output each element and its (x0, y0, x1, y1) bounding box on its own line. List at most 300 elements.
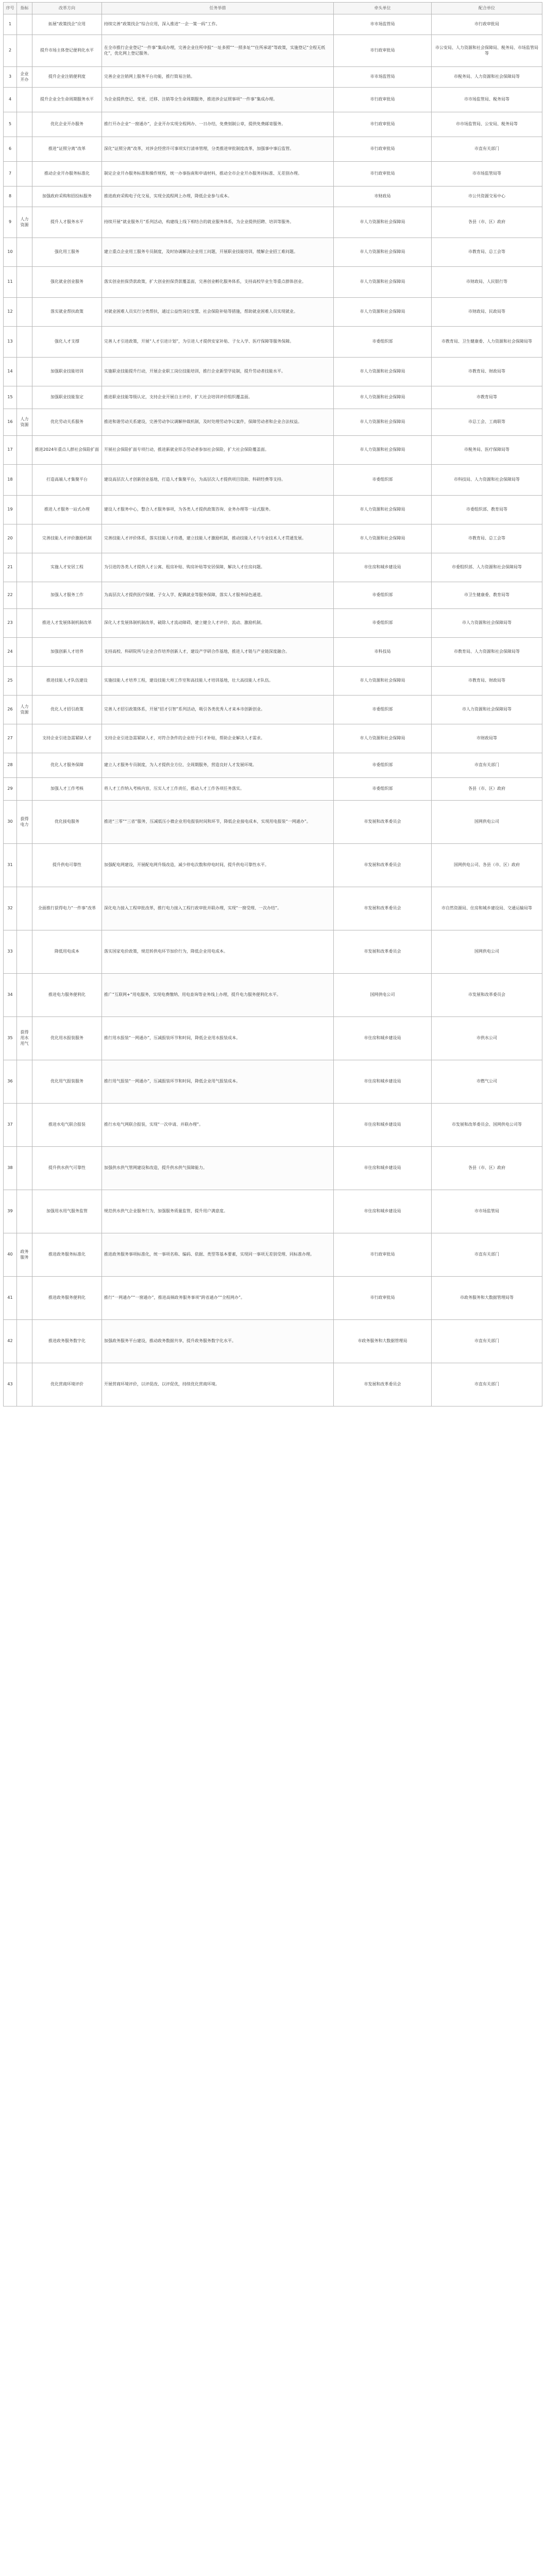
row-serial: 41 (4, 1277, 17, 1320)
row-lead-unit: 市发展和改革委员会 (334, 887, 432, 930)
row-partner-unit: 市教育局、总工会等 (432, 524, 542, 553)
row-direction: 推动企业开办服务标准化 (32, 162, 102, 187)
row-direction: 降低用电成本 (32, 930, 102, 974)
row-serial: 8 (4, 187, 17, 207)
row-serial: 14 (4, 358, 17, 386)
row-serial: 7 (4, 162, 17, 187)
row-serial: 22 (4, 582, 17, 609)
row-dimension (17, 582, 32, 609)
row-partner-unit: 市直有关部门 (432, 1233, 542, 1277)
row-lead-unit: 市委组织部 (334, 582, 432, 609)
row-direction: 拓展“政策找企”应用 (32, 14, 102, 35)
row-lead-unit: 市科技局 (334, 638, 432, 667)
row-serial: 38 (4, 1147, 17, 1190)
row-dimension (17, 112, 32, 137)
row-partner-unit: 市委组织部、教育局等 (432, 496, 542, 524)
row-serial: 13 (4, 327, 17, 358)
row-lead-unit: 市人力资源和社会保障局 (334, 207, 432, 238)
row-serial: 39 (4, 1190, 17, 1233)
row-task: 实施职业技能提升行动，开展企业职工岗位技能培训，推行企业新型学徒制，提升劳动者技能水平。 (102, 358, 334, 386)
row-lead-unit: 市住房和城乡建设局 (334, 553, 432, 582)
row-partner-unit: 市燃气公司 (432, 1060, 542, 1104)
table-row (4, 436, 542, 465)
row-lead-unit: 国网供电公司 (334, 974, 432, 1017)
row-task: 推行用水报装“一网通办”，压减报装环节和时间，降低企业用水报装成本。 (102, 1017, 334, 1060)
table-row (4, 638, 542, 667)
table-row (4, 1233, 542, 1277)
row-partner-unit: 市税务局、人力资源和社会保障局等 (432, 67, 542, 88)
row-serial: 12 (4, 298, 17, 327)
row-partner-unit: 市人力资源和社会保障局等 (432, 696, 542, 724)
row-task: 推进政府采购电子化交易，实现全流程网上办理，降低企业参与成本。 (102, 187, 334, 207)
row-dimension (17, 137, 32, 162)
header-direction: 改革方向 (32, 3, 102, 14)
row-dimension (17, 238, 32, 267)
row-partner-unit: 市科技局、人力资源和社会保障局等 (432, 465, 542, 496)
row-direction: 强化用工服务 (32, 238, 102, 267)
table-row (4, 1320, 542, 1363)
row-dimension (17, 1277, 32, 1320)
table-row (4, 1190, 542, 1233)
row-direction: 强化就业创业服务 (32, 267, 102, 298)
row-task: 落实国家电价政策，规范转供电环节加价行为，降低企业用电成本。 (102, 930, 334, 974)
row-partner-unit: 市总工会、工商联等 (432, 409, 542, 436)
row-partner-unit: 市市场监管局、税务局等 (432, 88, 542, 112)
row-lead-unit: 市人力资源和社会保障局 (334, 267, 432, 298)
row-lead-unit: 市人力资源和社会保障局 (334, 386, 432, 409)
row-lead-unit: 市人力资源和社会保障局 (334, 298, 432, 327)
row-dimension (17, 358, 32, 386)
row-dimension: 政务服务 (17, 1233, 32, 1277)
row-task: 持续完善“政策找企”综合应用，深入推进“一企一策一码”工作。 (102, 14, 334, 35)
row-dimension (17, 778, 32, 801)
row-serial: 35 (4, 1017, 17, 1060)
row-direction: 推进政务服务便利化 (32, 1277, 102, 1320)
row-lead-unit: 市住房和城乡建设局 (334, 1147, 432, 1190)
table-row (4, 298, 542, 327)
table-row (4, 267, 542, 298)
row-direction: 优化劳动关系服务 (32, 409, 102, 436)
row-direction: 推进政务服务数字化 (32, 1320, 102, 1363)
row-lead-unit: 市行政审批局 (334, 1277, 432, 1320)
row-serial: 32 (4, 887, 17, 930)
table-row (4, 1017, 542, 1060)
row-task: 深化“证照分离”改革，对涉企经营许可事项实行清单管理，分类推进审批制度改革，加强事中事后监管。 (102, 137, 334, 162)
row-direction: 加强政府采购和招投标服务 (32, 187, 102, 207)
table-row (4, 524, 542, 553)
row-serial: 42 (4, 1320, 17, 1363)
row-task: 为引进的各类人才提供人才公寓、租房补贴、购房补贴等安居保障，解决人才住房问题。 (102, 553, 334, 582)
table-row (4, 696, 542, 724)
row-partner-unit: 各县（市、区）政府 (432, 1147, 542, 1190)
row-dimension: 获得电力 (17, 801, 32, 844)
row-dimension (17, 267, 32, 298)
row-partner-unit: 各县（市、区）政府 (432, 778, 542, 801)
row-serial: 10 (4, 238, 17, 267)
row-dimension: 获得用水用气 (17, 1017, 32, 1060)
row-partner-unit: 国网供电公司、各县（市、区）政府 (432, 844, 542, 887)
table-row (4, 386, 542, 409)
table-row (4, 137, 542, 162)
row-dimension (17, 35, 32, 67)
row-serial: 17 (4, 436, 17, 465)
row-task: 推进和谐劳动关系建设，完善劳动争议调解仲裁机制，及时处理劳动争议案件，保障劳动者和企业合法权益。 (102, 409, 334, 436)
row-serial: 1 (4, 14, 17, 35)
row-partner-unit: 市公安局、人力资源和社会保障局、税务局、市场监管局等 (432, 35, 542, 67)
row-lead-unit: 市发展和改革委员会 (334, 1363, 432, 1406)
row-direction: 全面推行获得电力“一件事”改革 (32, 887, 102, 930)
row-task: 深化电力接入工程审批改革，推行电力接入工程行政审批并联办理，实现“一窗受理、一次办结”。 (102, 887, 334, 930)
table-row (4, 88, 542, 112)
row-task: 制定企业开办服务标准和操作规程，统一办事指南和申请材料，推动全市企业开办服务同标准、无差别办理。 (102, 162, 334, 187)
row-lead-unit: 市市场监管局 (334, 14, 432, 35)
row-lead-unit: 市住房和城乡建设局 (334, 1190, 432, 1233)
row-serial: 26 (4, 696, 17, 724)
row-serial: 18 (4, 465, 17, 496)
row-direction: 优化营商环境评价 (32, 1363, 102, 1406)
table-header-row (4, 3, 542, 14)
table-row (4, 974, 542, 1017)
header-partner: 配合单位 (432, 3, 542, 14)
row-task: 推广“互联网+”用电服务，实现电费缴纳、用电查询等业务线上办理，提升电力服务便利化水平。 (102, 974, 334, 1017)
row-serial: 37 (4, 1104, 17, 1147)
row-task: 推进“三零”“三省”服务，压减低压小微企业用电报装时间和环节，降低企业接电成本，实现用电报装“一网通办”。 (102, 801, 334, 844)
table-row (4, 327, 542, 358)
row-serial: 28 (4, 753, 17, 778)
row-lead-unit: 市财政局 (334, 187, 432, 207)
row-lead-unit: 市行政审批局 (334, 112, 432, 137)
row-direction: 加强人才服务工作 (32, 582, 102, 609)
row-serial: 20 (4, 524, 17, 553)
row-partner-unit: 市直有关部门 (432, 753, 542, 778)
row-lead-unit: 市人力资源和社会保障局 (334, 724, 432, 753)
row-dimension (17, 1190, 32, 1233)
table-row (4, 609, 542, 638)
row-task: 为高层次人才提供医疗保健、子女入学、配偶就业等服务保障，落实人才服务绿色通道。 (102, 582, 334, 609)
row-dimension (17, 1147, 32, 1190)
header-dimension: 指标 (17, 3, 32, 14)
row-dimension (17, 524, 32, 553)
row-partner-unit: 市教育局、财政局等 (432, 667, 542, 696)
row-direction: 提升企业注销便利度 (32, 67, 102, 88)
row-partner-unit: 市税务局、医疗保障局等 (432, 436, 542, 465)
row-serial: 29 (4, 778, 17, 801)
row-direction: 优化企业开办服务 (32, 112, 102, 137)
row-direction: 推进“证照分离”改革 (32, 137, 102, 162)
row-lead-unit: 市人力资源和社会保障局 (334, 524, 432, 553)
row-task: 推进职业技能等级认定，支持企业开展自主评价，扩大社会培训评价组织覆盖面。 (102, 386, 334, 409)
row-partner-unit: 市教育局、财政局等 (432, 358, 542, 386)
table-row (4, 358, 542, 386)
row-dimension (17, 496, 32, 524)
row-partner-unit: 市教育局、总工会等 (432, 238, 542, 267)
row-direction: 推进政务服务标准化 (32, 1233, 102, 1277)
row-partner-unit: 市教育局、人力资源和社会保障局等 (432, 638, 542, 667)
table-row (4, 667, 542, 696)
table-row (4, 844, 542, 887)
row-lead-unit: 市委组织部 (334, 609, 432, 638)
row-dimension (17, 1104, 32, 1147)
row-partner-unit: 市公共资源交易中心 (432, 187, 542, 207)
table-row (4, 778, 542, 801)
row-serial: 43 (4, 1363, 17, 1406)
row-partner-unit: 市市场监管局等 (432, 162, 542, 187)
table-row (4, 801, 542, 844)
row-serial: 4 (4, 88, 17, 112)
row-dimension (17, 667, 32, 696)
row-partner-unit: 市卫生健康委、教育局等 (432, 582, 542, 609)
row-serial: 27 (4, 724, 17, 753)
row-direction: 加强用水用气服务监管 (32, 1190, 102, 1233)
table-row (4, 409, 542, 436)
row-dimension (17, 724, 32, 753)
row-serial: 34 (4, 974, 17, 1017)
row-direction: 推进人才服务一站式办理 (32, 496, 102, 524)
row-lead-unit: 市住房和城乡建设局 (334, 1104, 432, 1147)
row-partner-unit: 市供水公司 (432, 1017, 542, 1060)
row-task: 为企业提供登记、变更、迁移、注销等全生命周期服务，推进涉企证照事项“一件事”集成办理。 (102, 88, 334, 112)
row-dimension (17, 187, 32, 207)
row-task: 支持高校、科研院所与企业合作培养创新人才，建设产学研合作基地，推进人才链与产业链深度融合。 (102, 638, 334, 667)
row-serial: 15 (4, 386, 17, 409)
row-direction: 优化用气报装服务 (32, 1060, 102, 1104)
row-task: 建设高层次人才创新创业基地，打造人才集聚平台，为高层次人才提供项目资助、科研经费等支持。 (102, 465, 334, 496)
row-dimension (17, 553, 32, 582)
row-direction: 提升企业全生命周期服务水平 (32, 88, 102, 112)
row-direction: 优化人才服务保障 (32, 753, 102, 778)
table-row (4, 582, 542, 609)
row-serial: 11 (4, 267, 17, 298)
row-task: 加强政务服务平台建设，推动政务数据共享，提升政务服务数字化水平。 (102, 1320, 334, 1363)
row-partner-unit: 市直有关部门 (432, 1363, 542, 1406)
row-direction: 推进2024年重点人群社会保险扩面 (32, 436, 102, 465)
row-task: 对就业困难人员实行分类帮扶，通过公益性岗位安置、社会保险补贴等措施，帮助就业困难人员实现就业。 (102, 298, 334, 327)
row-task: 推进政务服务事项标准化，统一事项名称、编码、依据、类型等基本要素，实现同一事项无差别受理、同标准办理。 (102, 1233, 334, 1277)
row-task: 推行水电气网联合报装，实现“一次申请、并联办理”。 (102, 1104, 334, 1147)
row-task: 完善企业注销网上服务平台功能，推行简易注销。 (102, 67, 334, 88)
row-direction: 优化接电服务 (32, 801, 102, 844)
row-partner-unit: 市直有关部门 (432, 137, 542, 162)
row-task: 建立人才服务专员制度，为人才提供全方位、全周期服务，营造良好人才发展环境。 (102, 753, 334, 778)
row-serial: 16 (4, 409, 17, 436)
row-dimension (17, 386, 32, 409)
table-row (4, 1277, 542, 1320)
table-row (4, 1104, 542, 1147)
row-direction: 加强人才工作考核 (32, 778, 102, 801)
row-lead-unit: 市人力资源和社会保障局 (334, 436, 432, 465)
row-direction: 加强职业技能培训 (32, 358, 102, 386)
row-task: 开展社会保险扩面专项行动，推进新就业形态劳动者参加社会保险，扩大社会保险覆盖面。 (102, 436, 334, 465)
row-dimension (17, 753, 32, 778)
row-lead-unit: 市行政审批局 (334, 35, 432, 67)
row-task: 加强供水供气管网建设和改造，提升供水供气保障能力。 (102, 1147, 334, 1190)
row-serial: 25 (4, 667, 17, 696)
row-serial: 19 (4, 496, 17, 524)
row-task: 支持企业引进急需紧缺人才，对符合条件的企业给予引才补贴，帮助企业解决人才需求。 (102, 724, 334, 753)
row-lead-unit: 市住房和城乡建设局 (334, 1060, 432, 1104)
row-lead-unit: 市发展和改革委员会 (334, 844, 432, 887)
row-task: 完善技能人才评价体系，落实技能人才待遇，建立技能人才激励机制，推动技能人才与专业技术人才贯通发展。 (102, 524, 334, 553)
row-partner-unit: 市财政局等 (432, 724, 542, 753)
row-task: 深化人才发展体制机制改革，破除人才流动障碍，建立健全人才评价、流动、激励机制。 (102, 609, 334, 638)
row-dimension (17, 930, 32, 974)
table-row (4, 14, 542, 35)
row-partner-unit: 国网供电公司 (432, 930, 542, 974)
row-partner-unit: 市自然资源局、住房和城乡建设局、交通运输局等 (432, 887, 542, 930)
row-lead-unit: 市行政审批局 (334, 162, 432, 187)
row-dimension: 人力资源 (17, 696, 32, 724)
row-lead-unit: 市人力资源和社会保障局 (334, 238, 432, 267)
row-dimension (17, 465, 32, 496)
table-row (4, 465, 542, 496)
row-dimension (17, 327, 32, 358)
row-dimension: 人力资源 (17, 207, 32, 238)
table-row (4, 930, 542, 974)
row-partner-unit: 市财政局、人民银行等 (432, 267, 542, 298)
table-row (4, 1060, 542, 1104)
row-serial: 9 (4, 207, 17, 238)
row-direction: 提升供水供气可靠性 (32, 1147, 102, 1190)
row-serial: 6 (4, 137, 17, 162)
row-serial: 40 (4, 1233, 17, 1277)
row-lead-unit: 市发展和改革委员会 (334, 801, 432, 844)
table-row (4, 112, 542, 137)
row-dimension: 企业开办 (17, 67, 32, 88)
row-serial: 3 (4, 67, 17, 88)
row-direction: 加强职业技能鉴定 (32, 386, 102, 409)
row-partner-unit: 市发展和改革委员会 (432, 974, 542, 1017)
table-row (4, 753, 542, 778)
table-row (4, 207, 542, 238)
row-dimension (17, 14, 32, 35)
row-lead-unit: 市市场监管局 (334, 67, 432, 88)
row-serial: 2 (4, 35, 17, 67)
header-serial: 序号 (4, 3, 17, 14)
reform-task-table (3, 2, 542, 1406)
row-lead-unit: 市委组织部 (334, 778, 432, 801)
row-partner-unit: 市市场监管局 (432, 1190, 542, 1233)
row-task: 将人才工作纳入考核内容，压实人才工作责任，推动人才工作各项任务落实。 (102, 778, 334, 801)
row-dimension (17, 1320, 32, 1363)
row-serial: 24 (4, 638, 17, 667)
row-direction: 实施人才安居工程 (32, 553, 102, 582)
row-direction: 落实就业帮扶政策 (32, 298, 102, 327)
row-partner-unit: 市市场监管局、公安局、税务局等 (432, 112, 542, 137)
row-lead-unit: 市委组织部 (334, 753, 432, 778)
row-serial: 30 (4, 801, 17, 844)
row-lead-unit: 市行政审批局 (334, 137, 432, 162)
row-dimension (17, 974, 32, 1017)
row-lead-unit: 市人力资源和社会保障局 (334, 496, 432, 524)
table-row (4, 67, 542, 88)
row-direction: 推进技能人才队伍建设 (32, 667, 102, 696)
row-partner-unit: 市教育局等 (432, 386, 542, 409)
row-direction: 优化用水报装服务 (32, 1017, 102, 1060)
row-dimension (17, 887, 32, 930)
table-row (4, 162, 542, 187)
row-partner-unit: 市直有关部门 (432, 1320, 542, 1363)
row-task: 推行用气报装“一网通办”，压减报装环节和时间，降低企业用气报装成本。 (102, 1060, 334, 1104)
row-dimension (17, 638, 32, 667)
row-serial: 33 (4, 930, 17, 974)
row-lead-unit: 市行政审批局 (334, 88, 432, 112)
row-task: 完善人才引进政策，开展“人才引进计划”，为引进人才提供安家补贴、子女入学、医疗保障等服务保障。 (102, 327, 334, 358)
row-task: 实施技能人才培养工程，建设技能大师工作室和高技能人才培训基地，壮大高技能人才队伍。 (102, 667, 334, 696)
row-dimension (17, 1060, 32, 1104)
row-dimension (17, 436, 32, 465)
row-partner-unit: 国网供电公司 (432, 801, 542, 844)
row-partner-unit: 市行政审批局 (432, 14, 542, 35)
table-row (4, 1363, 542, 1406)
row-lead-unit: 市人力资源和社会保障局 (334, 409, 432, 436)
row-partner-unit: 市人力资源和社会保障局等 (432, 609, 542, 638)
table-row (4, 496, 542, 524)
row-task: 落实创业担保贷款政策，扩大创业担保贷款覆盖面，完善创业孵化服务体系，支持高校毕业生等重点群体创业。 (102, 267, 334, 298)
row-direction: 完善技能人才评价激励机制 (32, 524, 102, 553)
row-task: 完善人才招引政策体系，开展“招才引智”系列活动，吸引各类优秀人才来本市创新创业。 (102, 696, 334, 724)
row-task: 推行开办企业“一窗通办”，企业开办实现全程网办、一日办结，免费刻制公章，提供免费邮寄服务。 (102, 112, 334, 137)
row-serial: 36 (4, 1060, 17, 1104)
table-row (4, 887, 542, 930)
row-task: 建设人才服务中心，整合人才服务事项，为各类人才提供政策咨询、业务办理等一站式服务。 (102, 496, 334, 524)
row-partner-unit: 市财政局、民政局等 (432, 298, 542, 327)
header-lead: 牵头单位 (334, 3, 432, 14)
row-direction: 推进人才发展体制机制改革 (32, 609, 102, 638)
row-task: 规范供水供气企业服务行为，加强服务质量监管，提升用户满意度。 (102, 1190, 334, 1233)
row-direction: 加强创新人才培养 (32, 638, 102, 667)
row-dimension (17, 844, 32, 887)
row-direction: 提升市场主体登记便利化水平 (32, 35, 102, 67)
row-partner-unit: 市教育局、卫生健康委、人力资源和社会保障局等 (432, 327, 542, 358)
table-row (4, 35, 542, 67)
row-lead-unit: 市委组织部 (334, 696, 432, 724)
row-lead-unit: 市发展和改革委员会 (334, 930, 432, 974)
row-direction: 优化人才招引政策 (32, 696, 102, 724)
row-lead-unit: 市政务服务和大数据管理局 (334, 1320, 432, 1363)
row-task: 推行“一网通办”“一窗通办”，推进高频政务服务事项“跨省通办”“全程网办”。 (102, 1277, 334, 1320)
table-row (4, 553, 542, 582)
row-partner-unit: 市政务服务和大数据管理局等 (432, 1277, 542, 1320)
row-lead-unit: 市人力资源和社会保障局 (334, 358, 432, 386)
row-serial: 31 (4, 844, 17, 887)
row-serial: 21 (4, 553, 17, 582)
row-direction: 支持企业引进急需紧缺人才 (32, 724, 102, 753)
row-serial: 23 (4, 609, 17, 638)
row-serial: 5 (4, 112, 17, 137)
row-dimension (17, 88, 32, 112)
table-row (4, 187, 542, 207)
row-direction: 强化人才支撑 (32, 327, 102, 358)
row-dimension (17, 162, 32, 187)
table-row (4, 238, 542, 267)
row-dimension (17, 1363, 32, 1406)
row-lead-unit: 市住房和城乡建设局 (334, 1017, 432, 1060)
row-direction: 推进水电气联合报装 (32, 1104, 102, 1147)
row-lead-unit: 市委组织部 (334, 465, 432, 496)
row-task: 在全市推行企业登记“一件事”集成办理，完善企业住所申报“一址多照”“一照多址”“住所承诺”等政策，实施登记“全程无纸化”，优化网上登记服务。 (102, 35, 334, 67)
row-lead-unit: 市人力资源和社会保障局 (334, 667, 432, 696)
row-lead-unit: 市委组织部 (334, 327, 432, 358)
row-dimension: 人力资源 (17, 409, 32, 436)
row-direction: 提升人才服务水平 (32, 207, 102, 238)
row-partner-unit: 各县（市、区）政府 (432, 207, 542, 238)
row-partner-unit: 市委组织部、人力资源和社会保障局等 (432, 553, 542, 582)
row-direction: 提升供电可靠性 (32, 844, 102, 887)
row-task: 加强配电网建设，开展配电网升级改造，减少停电次数和停电时间，提升供电可靠性水平。 (102, 844, 334, 887)
row-direction: 推进电力服务便利化 (32, 974, 102, 1017)
row-lead-unit: 市行政审批局 (334, 1233, 432, 1277)
row-direction: 打造高端人才集聚平台 (32, 465, 102, 496)
